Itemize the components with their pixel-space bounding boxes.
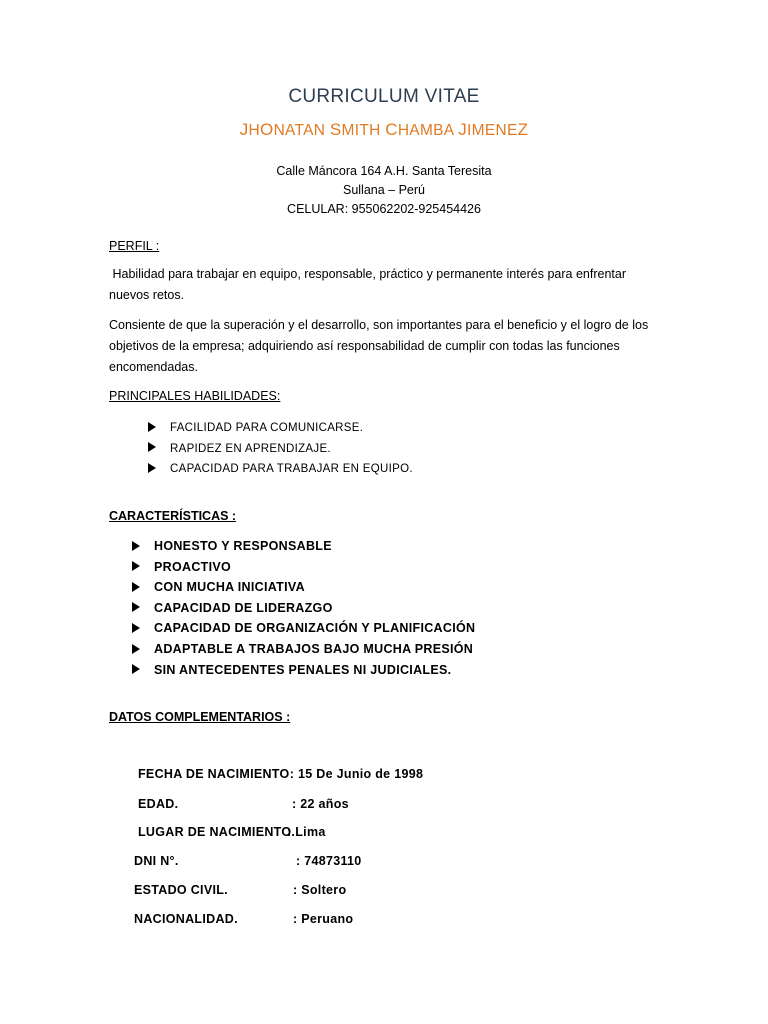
arrow-right-icon — [132, 644, 140, 654]
document-title: CURRICULUM VITAE — [288, 86, 480, 107]
arrow-right-icon — [148, 442, 156, 452]
field-label: LUGAR DE NACIMIENTO. — [138, 825, 296, 839]
habilidades-heading: PRINCIPALES HABILIDADES: — [109, 389, 281, 403]
datos-row-nacionalidad — [134, 912, 354, 926]
list-item: RAPIDEZ EN APRENDIZAJE. — [148, 439, 413, 460]
name-part: JH — [239, 120, 261, 139]
name-part: Z — [517, 120, 529, 139]
caracteristicas-list — [132, 536, 475, 680]
field-label: ESTADO CIVIL. — [134, 883, 228, 897]
field-label: NACIONALIDAD. — [134, 912, 238, 926]
contact-block — [0, 162, 768, 219]
list-item: CAPACIDAD DE ORGANIZACIÓN Y PLANIFICACIÓN — [132, 618, 475, 639]
field-value: : Lima — [287, 825, 326, 839]
perfil-heading: PERFIL : — [109, 239, 160, 253]
field-label: EDAD. — [138, 797, 179, 811]
name-part: CHAMBA — [385, 120, 459, 139]
list-item: ADAPTABLE A TRABAJOS BAJO MUCHA PRESIÓN — [132, 639, 475, 660]
arrow-right-icon — [148, 463, 156, 473]
list-item: SIN ANTECEDENTES PENALES NI JUDICIALES. — [132, 660, 475, 681]
perfil-paragraph-2: Consiente de que la superación y el desarrollo, son importantes para el beneficio y el logro de los objetivos de la empresa; adquiriendo así responsabilidad de cumplir con todas las funciones encomendadas. — [109, 318, 649, 374]
list-item: CAPACIDAD PARA TRABAJAR EN EQUIPO. — [148, 459, 413, 480]
field-label: FECHA DE NACIMIENTO — [138, 767, 290, 781]
list-item: FACILIDAD PARA COMUNICARSE. — [148, 418, 413, 439]
datos-heading: DATOS COMPLEMENTARIOS : — [109, 710, 291, 724]
candidate-name — [0, 120, 768, 140]
datos-row-estado-civil — [134, 883, 347, 897]
field-value: : 74873110 — [296, 854, 362, 868]
phone-line: CELULAR: 955062202-925454426 — [287, 202, 481, 216]
field-value: : Soltero — [293, 883, 347, 897]
address-line: Calle Máncora 164 A.H. Santa Teresita — [276, 164, 492, 178]
habilidades-list — [148, 418, 413, 480]
field-value: : 22 años — [292, 797, 349, 811]
arrow-right-icon — [132, 664, 140, 674]
field-label: DNI N°. — [134, 854, 179, 868]
name-part: ONATAN — [260, 120, 330, 139]
arrow-right-icon — [132, 623, 140, 633]
list-item: CON MUCHA INICIATIVA — [132, 577, 475, 598]
caracteristicas-heading: CARACTERÍSTICAS : — [109, 509, 237, 523]
datos-row-fecha — [138, 767, 424, 781]
perfil-paragraph-1: Habilidad para trabajar en equipo, responsable, práctico y permanente interés para enfrentar nuevos retos. — [109, 267, 630, 302]
datos-row-dni — [134, 854, 362, 868]
list-item: HONESTO Y RESPONSABLE — [132, 536, 475, 557]
name-part: JIMENE — [458, 120, 518, 139]
list-item: CAPACIDAD DE LIDERAZGO — [132, 598, 475, 619]
datos-row-edad — [138, 797, 349, 811]
datos-row-lugar — [138, 825, 326, 839]
list-item: PROACTIVO — [132, 557, 475, 578]
field-value: : Peruano — [293, 912, 354, 926]
arrow-right-icon — [132, 582, 140, 592]
field-value: : 15 De Junio de 1998 — [286, 767, 424, 781]
arrow-right-icon — [132, 541, 140, 551]
arrow-right-icon — [132, 561, 140, 571]
arrow-right-icon — [132, 602, 140, 612]
arrow-right-icon — [148, 422, 156, 432]
city-line: Sullana – Perú — [342, 183, 425, 197]
name-part: SMITH — [329, 120, 386, 139]
